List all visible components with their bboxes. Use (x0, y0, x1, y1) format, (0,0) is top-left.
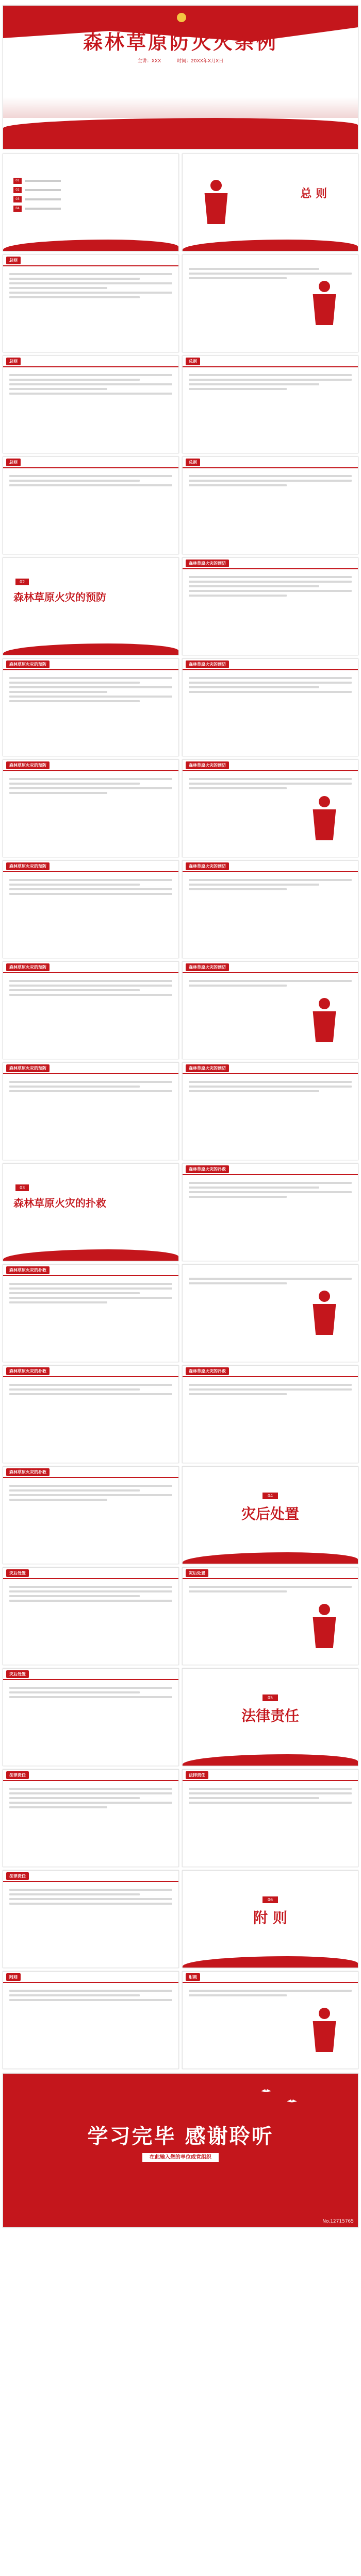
content-slide: 法律责任 (3, 1870, 179, 1968)
toc-item[interactable]: 01 (13, 178, 91, 184)
content-slide: 灾后处置 (3, 1668, 179, 1766)
section-badge: 03 (15, 1184, 29, 1191)
section-title: 附 则 (253, 1909, 287, 1926)
content-slide: 森林草原火灾的扑救 (3, 1365, 179, 1463)
content-slide: 森林草原火灾的扑救 (182, 1163, 358, 1261)
section-title: 灾后处置 (241, 1505, 299, 1522)
speaker-podium-icon (306, 998, 342, 1039)
content-slide: 森林草原火灾的预防 (3, 961, 179, 1059)
content-slide: 森林草原火灾的预防 (182, 759, 358, 857)
toc-item[interactable]: 02 (13, 187, 91, 193)
content-slide: 森林草原火灾的预防 (182, 557, 358, 655)
cover-meta (3, 57, 358, 64)
speaker-podium-icon (306, 796, 342, 837)
slide-row (0, 1263, 361, 1364)
content-slide: 森林草原火灾的扑救 (182, 1365, 358, 1463)
image-id: No.12715765 (322, 2219, 354, 2224)
content-slide (3, 255, 179, 352)
slide-row (0, 1667, 361, 1768)
content-slide: 总则 (3, 355, 179, 453)
speaker-podium-icon (306, 281, 342, 332)
slide-wave (3, 240, 178, 251)
content-slide: 总则 (182, 456, 358, 554)
slide-wave (183, 240, 358, 251)
content-slide: 灾后处置 (182, 1567, 358, 1665)
slide-row (0, 960, 361, 1061)
content-slide: 森林草原火灾的扑救 (3, 1466, 179, 1564)
slide-row (0, 1061, 361, 1162)
section-slide-general (182, 154, 358, 251)
content-slide: 法律责任 (3, 1769, 179, 1867)
dove-icon (261, 2089, 271, 2093)
content-slide: 森林草原火灾的预防 (182, 1062, 358, 1160)
slide-row (0, 455, 361, 556)
slide-row (0, 556, 361, 657)
cover-date: 时间：20XX年X月X日 (177, 59, 224, 64)
section-badge: 05 (183, 1691, 358, 1701)
content-slide: 总则 (3, 456, 179, 554)
speaker-podium-icon (306, 2008, 342, 2049)
toc-slide (3, 154, 179, 251)
speaker-podium-icon (306, 1291, 342, 1342)
section-title: 森林草原火灾的预防 (13, 591, 106, 603)
section-slide-aftermath (182, 1466, 358, 1564)
cover-presenter: 主讲：XXX (137, 59, 161, 64)
slide-row (0, 1162, 361, 1263)
slide-row (0, 657, 361, 758)
section-slide-suppression (3, 1163, 179, 1261)
slide-row (0, 758, 361, 859)
content-slide: 法律责任 (182, 1769, 358, 1867)
content-slide: 总则 (182, 355, 358, 453)
content-slide: 灾后处置 (3, 1567, 179, 1665)
content-slide: 森林草原火灾的扑救 (3, 1264, 179, 1362)
section-badge: 06 (183, 1893, 358, 1903)
content-slide (182, 255, 358, 352)
content-slide: 森林草原火灾的预防 (182, 961, 358, 1059)
speaker-podium-icon (306, 1604, 342, 1645)
ending-subtitle: 在此输入您的单位或党组织 (142, 2153, 219, 2162)
section-slide-prevention (3, 557, 179, 655)
toc-list (13, 175, 91, 215)
slide-row (0, 1768, 361, 1869)
section-badge: 02 (15, 579, 29, 585)
content-slide (182, 1264, 358, 1362)
skyline (3, 97, 358, 118)
speaker-podium-icon (198, 180, 234, 231)
slide-row (0, 1566, 361, 1667)
content-slide: 附则 (3, 1971, 179, 2069)
section-slide-liability (182, 1668, 358, 1766)
cover-title: 森林草原防灭火条例 (83, 30, 278, 54)
ending-subtitle-wrap (3, 2151, 358, 2161)
section-title: 总 则 (300, 188, 327, 200)
content-slide: 森林草原火灾的预防 (182, 860, 358, 958)
content-slide: 森林草原火灾的预防 (3, 860, 179, 958)
content-slide: 附则 (182, 1971, 358, 2069)
ending-slide (3, 2073, 358, 2228)
section-title: 法律责任 (241, 1707, 299, 1724)
slide-row (0, 1364, 361, 1465)
slide-row (0, 253, 361, 354)
cover-slide (3, 5, 358, 149)
content-slide: 森林草原火灾的预防 (182, 658, 358, 756)
section-slide-supplement (182, 1870, 358, 1968)
cover-wave (3, 118, 358, 149)
content-slide: 森林草原火灾的预防 (3, 1062, 179, 1160)
slide-row (0, 354, 361, 455)
emblem-icon (177, 13, 186, 22)
toc-item[interactable]: 04 (13, 206, 91, 212)
dove-icon (287, 2099, 297, 2104)
ending-title: 学习完毕 感谢聆听 (87, 2124, 274, 2148)
slide-row (0, 1970, 361, 2071)
slide-row (0, 1465, 361, 1566)
slide-row (0, 859, 361, 960)
content-slide: 森林草原火灾的预防 (3, 759, 179, 857)
slide-row (0, 152, 361, 253)
section-title: 森林草原火灾的扑救 (13, 1197, 106, 1209)
slide-tag: 总则 (6, 257, 21, 264)
section-badge: 04 (183, 1489, 358, 1499)
toc-item[interactable]: 03 (13, 196, 91, 202)
slide-row (0, 1869, 361, 1970)
content-slide: 森林草原火灾的预防 (3, 658, 179, 756)
